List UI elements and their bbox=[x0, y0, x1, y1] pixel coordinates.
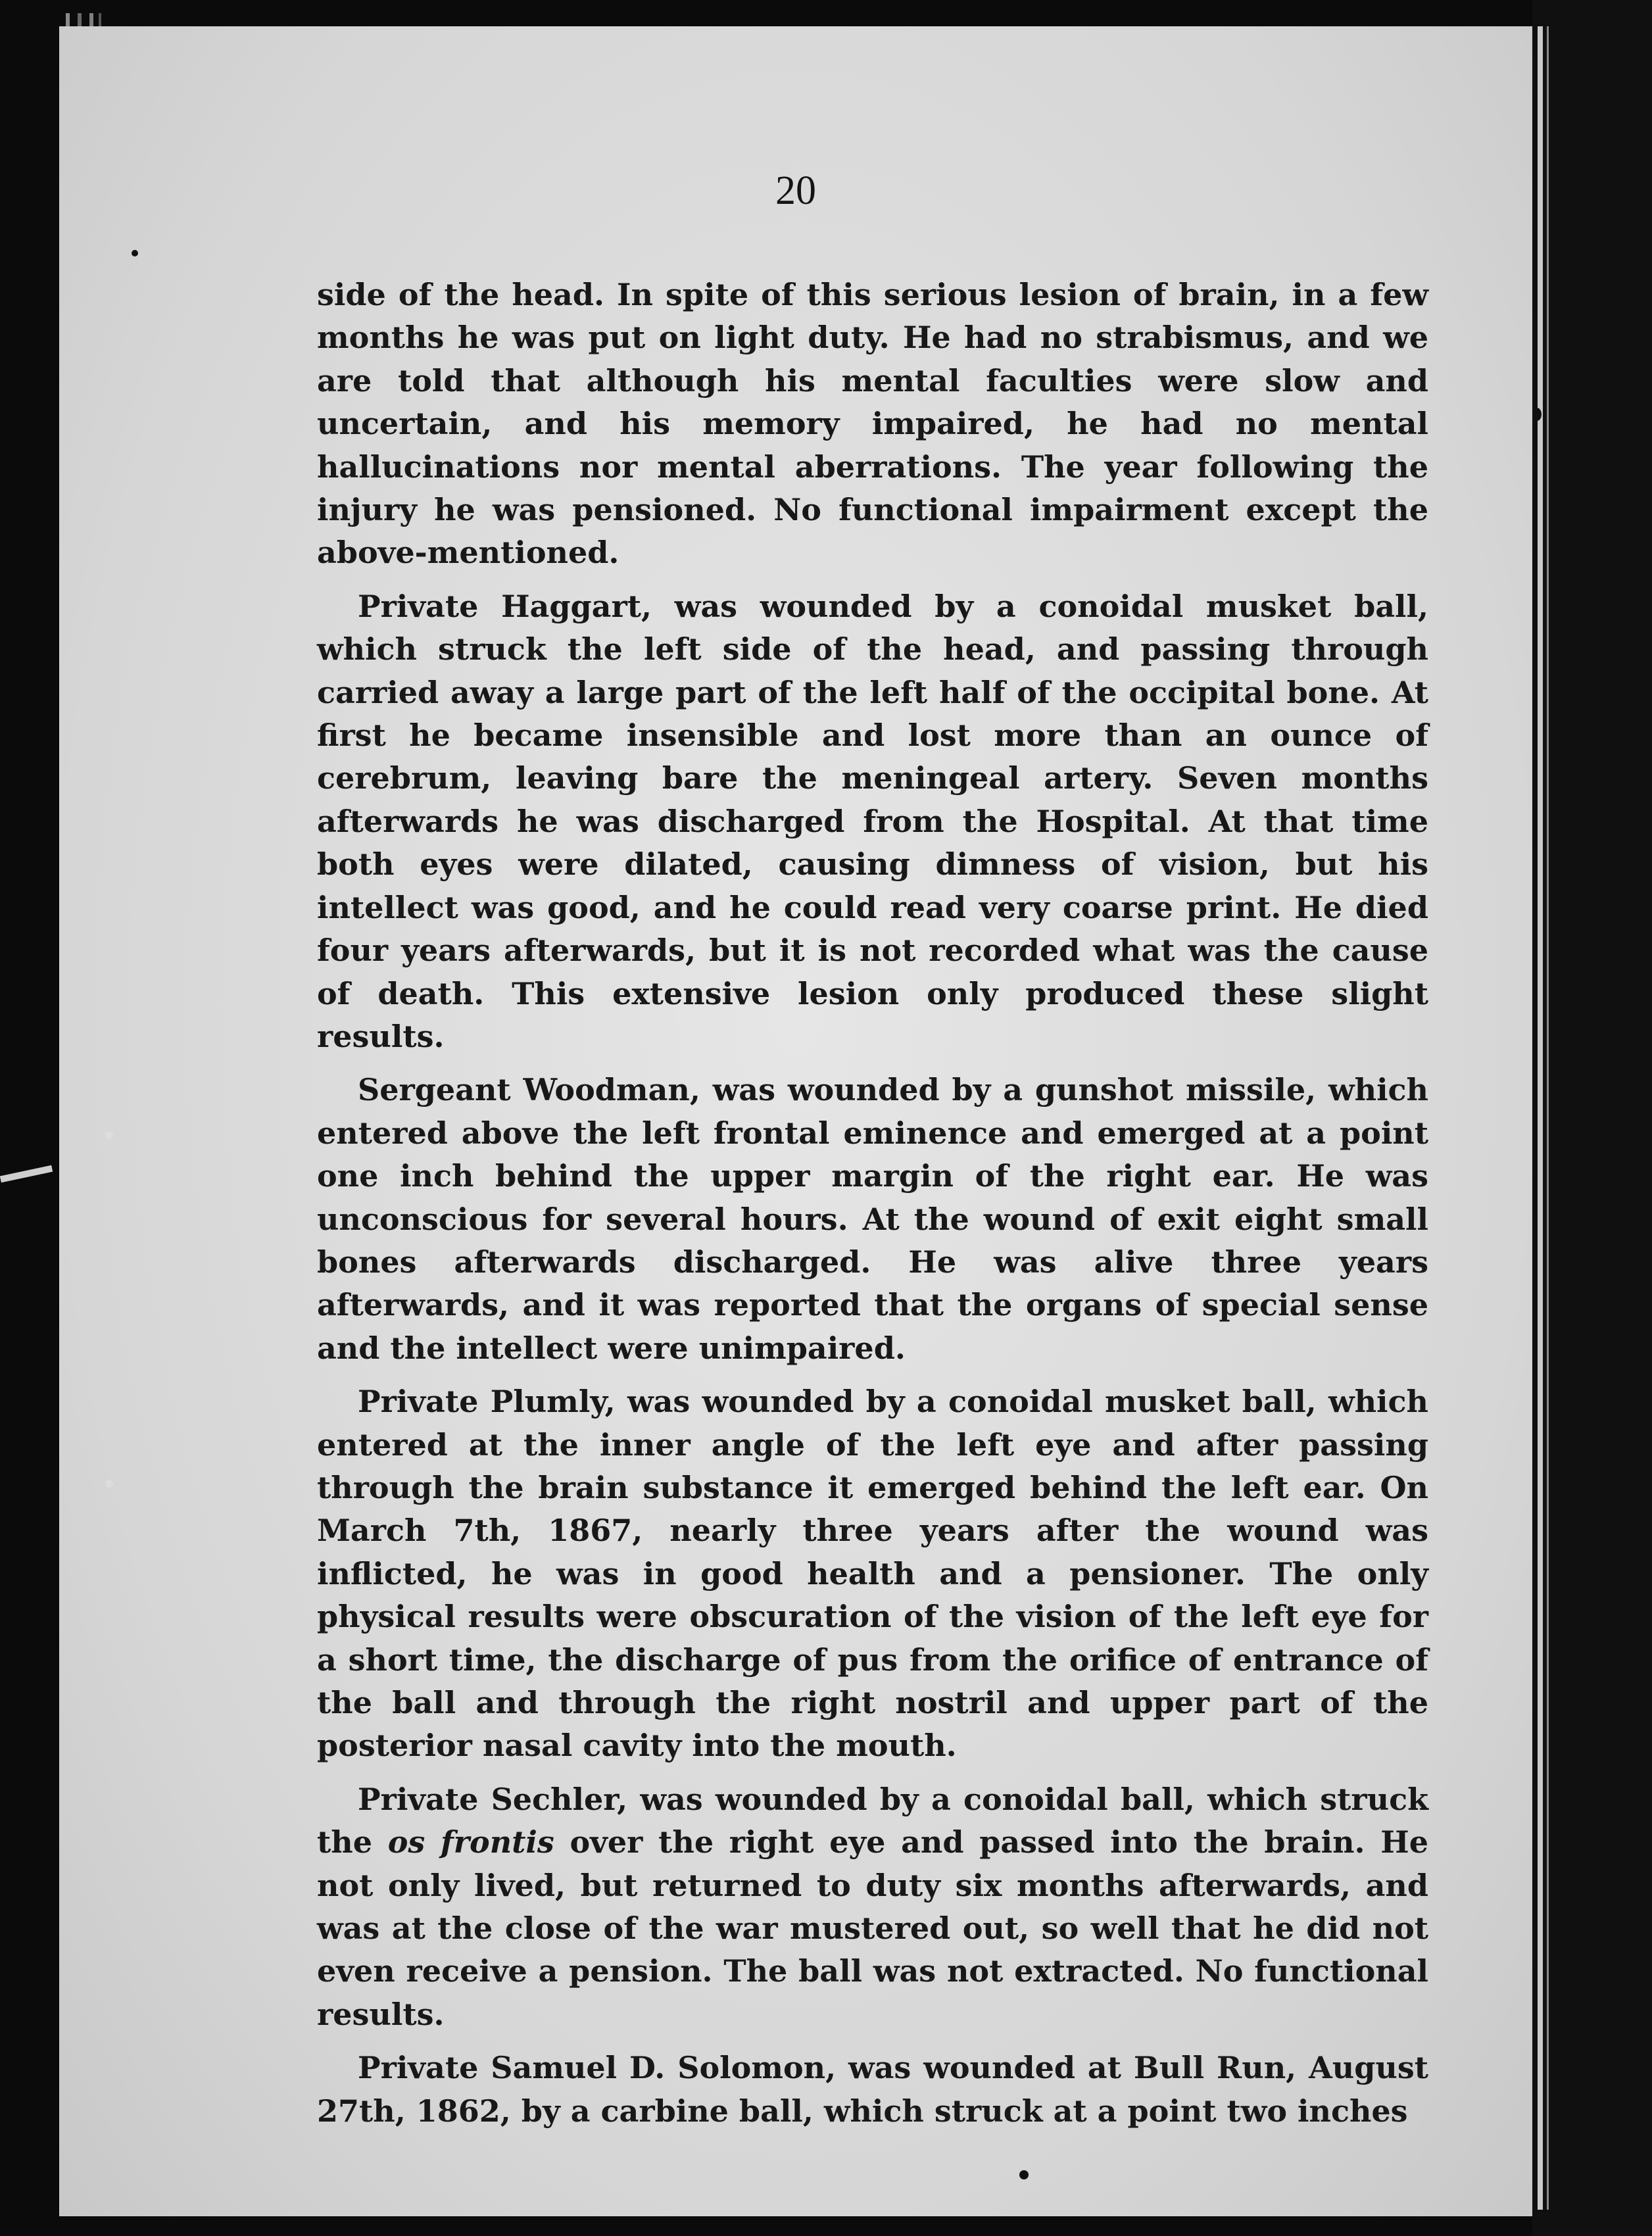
paragraph-5 bbox=[317, 1778, 1428, 2036]
binding-shadow bbox=[1532, 0, 1652, 2236]
speck bbox=[1532, 408, 1542, 421]
paragraph-1: side of the head. In spite of this serious lesion of brain, in a few months he was put on light duty. He had no strabismus, and we are told that although his mental faculties were slow and uncertain, and his memory impaired, he had no mental hallucinations nor mental aberrations. The year following the injury he was pensioned. No functional impairment except the above-mentioned. bbox=[317, 277, 1428, 571]
paragraph-4: Private Plumly, was wounded by a conoidal musket ball, which entered at the inner angle of the left eye and after passing through the brain substance it emerged behind the left ear. On March 7th, 1867, nearly three years after the wound was inflicted, he was in good health and a pensioner. The only physical results were obscuration of the vision of the left eye for a short time, the discharge of pus from the orifice of entrance of the ball and through the right nostril and upper part of the posterior nasal cavity into the mouth. bbox=[317, 1384, 1428, 1764]
body-text bbox=[317, 274, 1428, 2143]
paragraph-5-start: Private Sechler, was wounded by a conoidal ball, which struck the bbox=[317, 1781, 1428, 1860]
speck bbox=[1019, 2170, 1029, 2179]
paragraph-2: Private Haggart, was wounded by a conoidal musket ball, which struck the left side of the head, and passing through carried away a large part of the left half of the occipital bone. At first he became insensible and lost more than an ounce of cerebrum, leaving bare the meningeal artery. Seven months afterwards he was discharged from the Hospital. At that time both eyes were dilated, causing dimness of vision, but his intellect was good, and he could read very coarse print. He died four years afterwards, but it is not recorded what was the cause of death. This extensive lesion only produced these slight results. bbox=[317, 588, 1428, 1054]
paragraph-3: Sergeant Woodman, was wounded by a gunshot missile, which entered above the left frontal eminence and emerged at a point one inch behind the upper margin of the right ear. He was unconscious for several hours. At the wound of exit eight small bones afterwards discharged. He was alive three years afterwards, and it was reported that the organs of special sense and the intellect were unimpaired. bbox=[317, 1072, 1428, 1366]
speck bbox=[105, 1131, 113, 1139]
latin-term: os frontis bbox=[387, 1824, 554, 1860]
speck bbox=[105, 1480, 113, 1488]
paragraph-6: Private Samuel D. Solomon, was wounded at Bull Run, August 27th, 1862, by a carbine ball, which struck at a point two inches bbox=[317, 2050, 1428, 2129]
speck bbox=[132, 250, 138, 256]
scan-mark bbox=[0, 1165, 53, 1182]
paper bbox=[59, 26, 1532, 2216]
binding-edge bbox=[1538, 26, 1543, 2210]
paragraph-5-end: over the right eye and passed into the brain. He not only lived, but returned to duty six months afterwards, and was at the close of the war mustered out, so well that he did not even receive a pension. The ball was not extracted. No functional results. bbox=[317, 1824, 1428, 2032]
binding-edge-inner bbox=[1547, 26, 1549, 2210]
page-number: 20 bbox=[775, 168, 816, 213]
